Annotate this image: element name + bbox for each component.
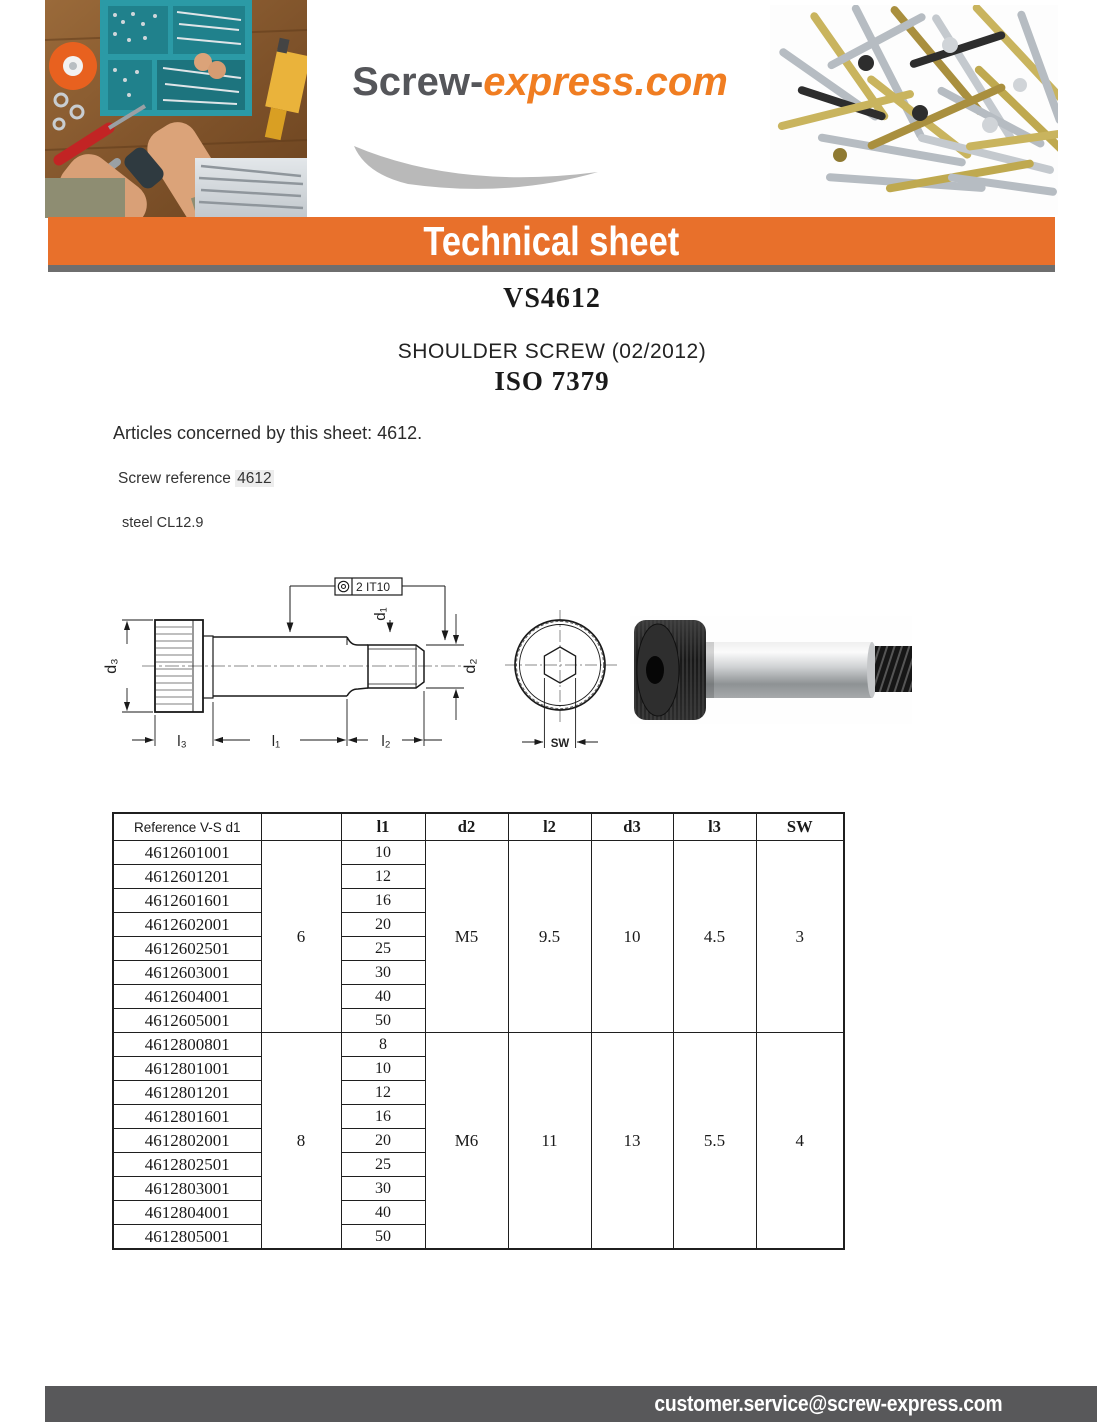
- col-header-sw: SW: [756, 813, 844, 841]
- col-header-d1: [261, 813, 341, 841]
- l2-label: l₂: [381, 733, 391, 750]
- screw-pile-art: [770, 5, 1058, 215]
- d3-value-cell: 10: [591, 841, 673, 1033]
- tape-measure-icon: [49, 42, 97, 90]
- col-header-d3: d3: [591, 813, 673, 841]
- logo: [330, 60, 750, 210]
- logo-text-dark: Screw-: [352, 60, 484, 104]
- l1-value-cell: 30: [341, 961, 425, 985]
- photo-screw-thread: [875, 646, 912, 692]
- l1-value-cell: 25: [341, 1153, 425, 1177]
- l1-value-cell: 40: [341, 1201, 425, 1225]
- d2-value-cell: M5: [425, 841, 508, 1033]
- reference-cell: 4612601201: [113, 865, 261, 889]
- reference-cell: 4612804001: [113, 1201, 261, 1225]
- logo-text-orange: express.com: [483, 60, 728, 104]
- table-row: [113, 1033, 844, 1057]
- articles-line: Articles concerned by this sheet: 4612.: [113, 423, 423, 443]
- col-header-l1: l1: [341, 813, 425, 841]
- reference-cell: 4612603001: [113, 961, 261, 985]
- d1-value-cell: 6: [261, 841, 341, 1033]
- l1-value-cell: 12: [341, 865, 425, 889]
- sw-value-cell: 3: [756, 841, 844, 1033]
- product-name: SHOULDER SCREW (02/2012): [397, 340, 707, 363]
- spec-table: [112, 812, 845, 1250]
- banner-title: Technical sheet: [423, 218, 680, 264]
- dim-lengths: [132, 691, 442, 750]
- end-view-drawing: [495, 598, 630, 760]
- d3-label: d₃: [103, 658, 120, 674]
- l1-value-cell: 30: [341, 1177, 425, 1201]
- d1-label: d₁: [372, 607, 389, 621]
- screw-body-outline: [203, 636, 424, 698]
- l1-value-cell: 40: [341, 985, 425, 1009]
- screw-reference-label: Screw reference: [118, 470, 231, 487]
- col-header-reference: Reference V-S d1: [113, 813, 261, 841]
- product-photo: [630, 616, 912, 724]
- col-header-l2: l2: [508, 813, 591, 841]
- tolerance-text: 2 IT10: [356, 580, 391, 594]
- col-header-l3: l3: [673, 813, 756, 841]
- material-line: steel CL12.9: [122, 515, 204, 531]
- reference-cell: 4612605001: [113, 1009, 261, 1033]
- workbench-photo: [45, 0, 307, 218]
- reference-cell: 4612601001: [113, 841, 261, 865]
- reference-cell: 4612800801: [113, 1033, 261, 1057]
- reference-cell: 4612601601: [113, 889, 261, 913]
- l1-value-cell: 12: [341, 1081, 425, 1105]
- l1-value-cell: 20: [341, 913, 425, 937]
- d3-value-cell: 13: [591, 1033, 673, 1250]
- reference-cell: 4612801601: [113, 1105, 261, 1129]
- l3-value-cell: 5.5: [673, 1033, 756, 1250]
- reference-cell: 4612805001: [113, 1225, 261, 1250]
- logo-swoosh: [348, 138, 738, 198]
- l1-value-cell: 50: [341, 1225, 425, 1250]
- screw-reference-line: [118, 470, 274, 488]
- l1-value-cell: 16: [341, 889, 425, 913]
- l1-value-cell: 8: [341, 1033, 425, 1057]
- footer-email: customer.service@screw-express.com: [654, 1391, 1002, 1416]
- reference-cell: 4612801001: [113, 1057, 261, 1081]
- photo-screw-shoulder: [706, 642, 877, 698]
- l2-value-cell: 11: [508, 1033, 591, 1250]
- photo-screw-head: [634, 620, 706, 720]
- l1-value-cell: 20: [341, 1129, 425, 1153]
- reference-cell: 4612604001: [113, 985, 261, 1009]
- l1-value-cell: 50: [341, 1009, 425, 1033]
- screw-pile-photo: [770, 5, 1058, 215]
- l3-label: l₃: [177, 733, 187, 750]
- workbench-photo-art: [45, 0, 307, 218]
- standard-name: ISO 7379: [494, 366, 610, 396]
- footer-bar: [45, 1386, 1097, 1422]
- table-row: [113, 841, 844, 865]
- d1-value-cell: 8: [261, 1033, 341, 1250]
- tolerance-frame: [290, 578, 445, 640]
- spec-table-body: [113, 841, 844, 1250]
- banner: [48, 217, 1055, 265]
- reference-cell: 4612602501: [113, 937, 261, 961]
- d2-label: d₂: [462, 658, 479, 674]
- hex-socket-hole: [646, 656, 664, 684]
- l1-label: l₁: [271, 733, 281, 750]
- reference-cell: 4612802001: [113, 1129, 261, 1153]
- col-header-d2: d2: [425, 813, 508, 841]
- d2-value-cell: M6: [425, 1033, 508, 1250]
- organizer-box-icon: [100, 0, 252, 116]
- table-header-row: [113, 813, 844, 841]
- screw-reference-value: 4612: [237, 470, 272, 487]
- product-photo-art: [630, 616, 912, 724]
- l1-value-cell: 16: [341, 1105, 425, 1129]
- side-view-drawing: [90, 552, 510, 767]
- l1-value-cell: 10: [341, 1057, 425, 1081]
- banner-underline: [48, 265, 1055, 272]
- sw-label: SW: [550, 738, 570, 750]
- dim-d2: [426, 614, 479, 720]
- reference-cell: 4612602001: [113, 913, 261, 937]
- l1-value-cell: 25: [341, 937, 425, 961]
- sw-value-cell: 4: [756, 1033, 844, 1250]
- concentricity-icon: [338, 581, 348, 591]
- screw-tray-icon: [195, 158, 307, 218]
- reference-cell: 4612803001: [113, 1177, 261, 1201]
- reference-cell: 4612802501: [113, 1153, 261, 1177]
- dim-d1: [372, 607, 390, 632]
- l2-value-cell: 9.5: [508, 841, 591, 1033]
- reference-cell: 4612801201: [113, 1081, 261, 1105]
- l1-value-cell: 10: [341, 841, 425, 865]
- product-code: VS4612: [503, 283, 601, 314]
- l3-value-cell: 4.5: [673, 841, 756, 1033]
